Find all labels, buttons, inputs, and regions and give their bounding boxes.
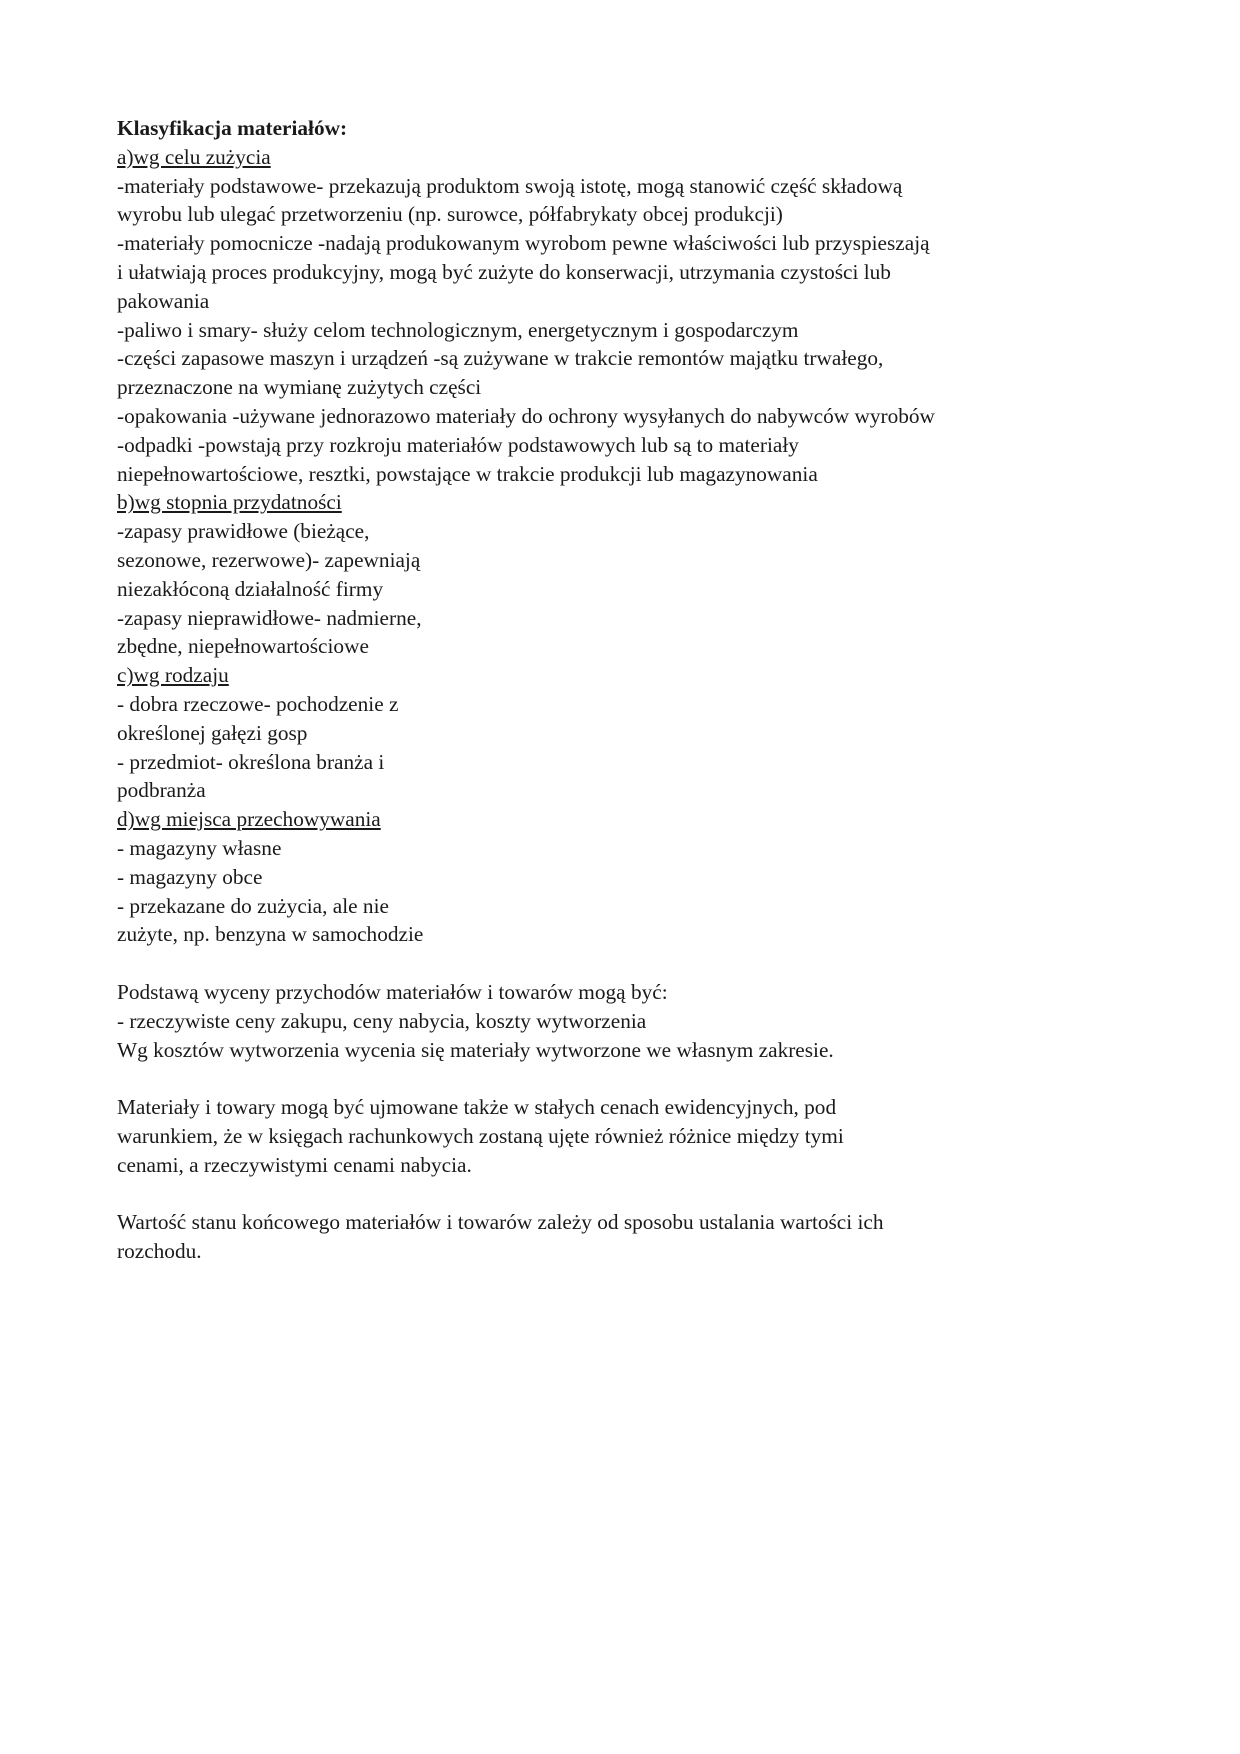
section-d-line: - przekazane do zużycia, ale nie bbox=[117, 893, 389, 918]
section-a-line: przeznaczone na wymianę zużytych części bbox=[117, 375, 482, 400]
section-c-line: określonej gałęzi gosp bbox=[117, 720, 308, 745]
section-b-line: -zapasy prawidłowe (bieżące, bbox=[117, 519, 370, 544]
section-a-line: -materiały pomocnicze -nadają produkowanym wyrobom pewne właściwości lub przyspieszają bbox=[117, 231, 930, 256]
document-page bbox=[117, 114, 1117, 1266]
section-b-heading bbox=[117, 488, 1117, 517]
section-c-line: - dobra rzeczowe- pochodzenie z bbox=[117, 691, 399, 716]
section-b-line: niezakłóconą działalność firmy bbox=[117, 576, 384, 601]
paragraph-3-line: Wartość stanu końcowego materiałów i towarów zależy od sposobu ustalania wartości ich bbox=[117, 1210, 884, 1235]
paragraph-2-line: warunkiem, że w księgach rachunkowych zostaną ujęte również różnice między tymi bbox=[117, 1123, 844, 1148]
spacer bbox=[117, 1064, 1117, 1093]
section-a-heading-text: a)wg celu zużycia bbox=[117, 144, 271, 169]
paragraph-2-line: Materiały i towary mogą być ujmowane także w stałych cenach ewidencyjnych, pod bbox=[117, 1095, 837, 1120]
paragraph-1-line: Podstawą wyceny przychodów materiałów i towarów mogą być: bbox=[117, 979, 668, 1004]
section-c-line: - przedmiot- określona branża i bbox=[117, 749, 385, 774]
section-d-heading-text: d)wg miejsca przechowywania bbox=[117, 807, 381, 832]
section-b-heading-text: b)wg stopnia przydatności bbox=[117, 490, 342, 515]
section-c-heading bbox=[117, 661, 1117, 690]
section-d-line: - magazyny własne bbox=[117, 835, 282, 860]
section-a-line: -paliwo i smary- służy celom technologicznym, energetycznym i gospodarczym bbox=[117, 317, 799, 342]
section-a-heading bbox=[117, 143, 1117, 172]
paragraph-3-line: rozchodu. bbox=[117, 1239, 202, 1264]
section-b-line: sezonowe, rezerwowe)- zapewniają bbox=[117, 547, 421, 572]
section-b-line: -zapasy nieprawidłowe- nadmierne, bbox=[117, 605, 422, 630]
section-c-heading-text: c)wg rodzaju bbox=[117, 663, 229, 688]
section-a-line: -części zapasowe maszyn i urządzeń -są zużywane w trakcie remontów majątku trwałego, bbox=[117, 346, 884, 371]
section-a-line: i ułatwiają proces produkcyjny, mogą być zużyte do konserwacji, utrzymania czystości lub bbox=[117, 259, 891, 284]
document-title: Klasyfikacja materiałów: bbox=[117, 116, 348, 140]
section-d-line: zużyte, np. benzyna w samochodzie bbox=[117, 922, 424, 947]
paragraph-1-line: Wg kosztów wytworzenia wycenia się materiały wytworzone we własnym zakresie. bbox=[117, 1037, 834, 1062]
spacer bbox=[117, 949, 1117, 978]
paragraph-1-line: - rzeczywiste ceny zakupu, ceny nabycia, koszty wytworzenia bbox=[117, 1008, 647, 1033]
section-d-heading bbox=[117, 805, 1117, 834]
section-a-line: niepełnowartościowe, resztki, powstające w trakcie produkcji lub magazynowania bbox=[117, 461, 818, 486]
section-b-line: zbędne, niepełnowartościowe bbox=[117, 634, 369, 659]
section-a-line: pakowania bbox=[117, 288, 210, 313]
section-a-line: -opakowania -używane jednorazowo materiały do ochrony wysyłanych do nabywców wyrobów bbox=[117, 403, 935, 428]
section-d-line: - magazyny obce bbox=[117, 864, 263, 889]
section-a-line: -odpadki -powstają przy rozkroju materiałów podstawowych lub są to materiały bbox=[117, 432, 799, 457]
section-a-line: -materiały podstawowe- przekazują produktom swoją istotę, mogą stanowić część składową bbox=[117, 173, 903, 198]
paragraph-2-line: cenami, a rzeczywistymi cenami nabycia. bbox=[117, 1152, 472, 1177]
section-c-line: podbranża bbox=[117, 778, 206, 803]
section-a-line: wyrobu lub ulegać przetworzeniu (np. surowce, półfabrykaty obcej produkcji) bbox=[117, 202, 783, 227]
spacer bbox=[117, 1179, 1117, 1208]
